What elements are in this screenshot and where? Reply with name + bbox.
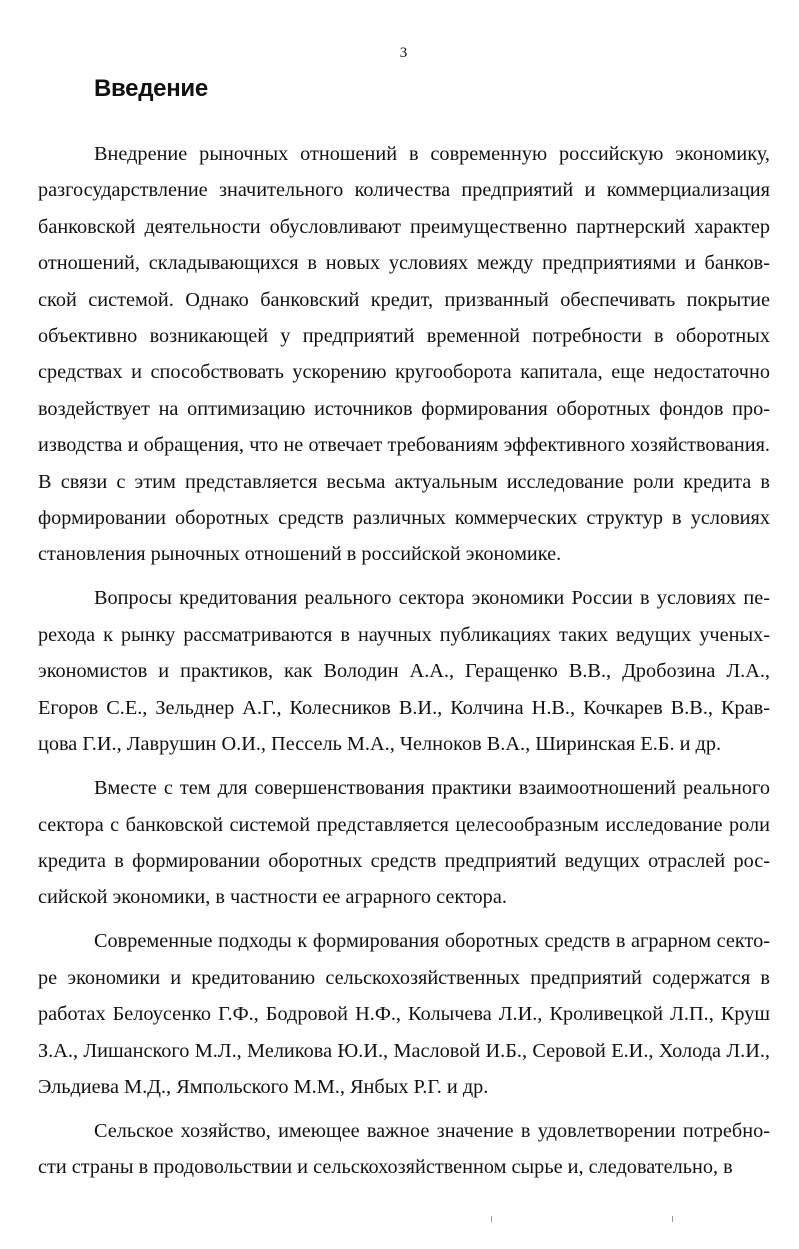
scan-artifact [491,1216,492,1222]
page-number: 3 [399,45,408,61]
paragraph-2: Вопросы кредитования реального сектора экономики России в условиях перехода к рынку рассматриваются в научных публикациях таких ведущих ученых-экономистов и практиков, как Володин А.А., Геращенко В.В., Дробозина Л.А., Егоров С.Е., Зельднер А.Г., Колесников В.И., Колчина Н.В., Кочкарев В.В., Кравцова Г.И., Лаврушин О.И., Пессель М.А., Челноков В.А., Ширинская Е.Б. и др. [38,587,770,756]
paragraph-5: Сельское хозяйство, имеющее важное значение в удовлетворении потребности страны в продовольствии и сельскохозяйственном сырье и, следовательно, в [38,1119,770,1179]
paragraph-4: Современные подходы к формирования оборотных средств в аграрном секторе экономики и кредитованию сельскохозяйственных предприятий содержатся в работах Белоусенко Г.Ф., Бодровой Н.Ф., Колычева Л.И., Кроливецкой Л.П., Круш З.А., Лишанского М.Л., Меликова Ю.И., Масловой И.Б., Серовой Е.И., Холода Л.И., Эльдиева М.Д., Ямпольского М.М., Янбых Р.Г. и др. [38,930,770,1098]
body-text [38,136,770,1186]
section-title: Введение [94,75,208,102]
paragraph-3: Вместе с тем для совершенствования практики взаимоотношений реального сектора с банковской системой представляется целесообразным исследование роли кредита в формировании оборотных средств предприятий ведущих отраслей российской экономики, в частности ее аграрного сектора. [38,777,770,909]
scan-artifact [672,1216,673,1222]
paragraph-1: Внедрение рыночных отношений в современную российскую экономику, разгосударствление значительного количества предприятий и коммерциализация банковской деятельности обусловливают преимущественно партнерский характер отношений, складывающихся в новых условиях между предприятиями и банковской системой. Однако банковский кредит, призванный обеспечивать покрытие объективно возникающей у предприятий временной потребности в оборотных средствах и способствовать ускорению кругооборота капитала, еще недостаточно воздействует на оптимизацию источников формирования оборотных фондов производства и обращения, что не отвечает требованиям эффективного хозяйствования. В связи с этим представляется весьма актуальным исследование роли кредита в формировании оборотных средств различных коммерческих структур в условиях становления рыночных отношений в российской экономике. [38,143,770,566]
